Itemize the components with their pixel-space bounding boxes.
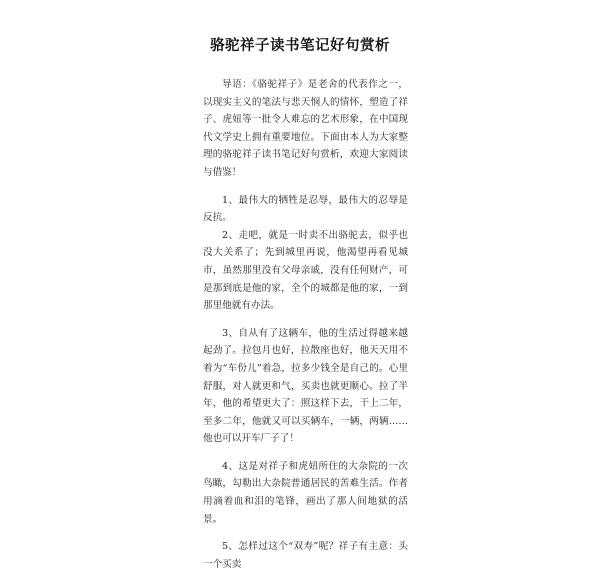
paragraph-gap [203, 182, 408, 192]
document-body [203, 76, 408, 573]
paragraph-gap [203, 315, 408, 325]
quote-paragraph-1: 1、最伟大的牺牲是忍辱，最伟大的忍辱是反抗。 [203, 194, 408, 224]
paragraph-gap [203, 528, 408, 538]
quote-paragraph-4: 4、这是对祥子和虎妞所住的大杂院的一次鸟瞰，勾勒出大杂院普通居民的苦难生活。作者用滴着血和泪的笔锋，画出了那人间地狱的活景。 [203, 460, 408, 525]
quote-paragraph-3: 3、自从有了这辆车，他的生活过得越来越起劲了。拉包月也好，拉散座也好，他天天用不着为“车份儿”着急，拉多少钱全是自己的。心里舒服，对人就更和气，买卖也就更顺心。拉了半年，他的希望更大了：照这样下去，干上二年，至多二年，他就又可以买辆车，一辆，两辆……他也可以开车厂子了！ [203, 327, 408, 445]
quote-paragraph-2: 2、走吧，就是一时卖不出骆驼去，似乎也没大关系了；先到城里再说，他渴望再看见城市，虽然那里没有父母亲戚，没有任何财产，可是那到底是他的家，全个的城都是他的家，一到那里他就有办法。 [203, 229, 408, 312]
document-title: 骆驼祥子读书笔记好句赏析 [210, 38, 390, 54]
intro-paragraph: 导语：《骆驼祥子》是老舍的代表作之一，以现实主义的笔法与悲天悯人的情怀，塑造了祥子、虎妞等一批令人难忘的艺术形象，在中国现代文学史上拥有重要地位。下面由本人为大家整理的骆驼祥子读书笔记好句赏析，欢迎大家阅读与借鉴！ [203, 79, 408, 178]
paragraph-gap [203, 448, 408, 458]
quote-paragraph-5: 5、怎样过这个“双寿”呢？祥子有主意：头一个买卖 [203, 541, 408, 570]
